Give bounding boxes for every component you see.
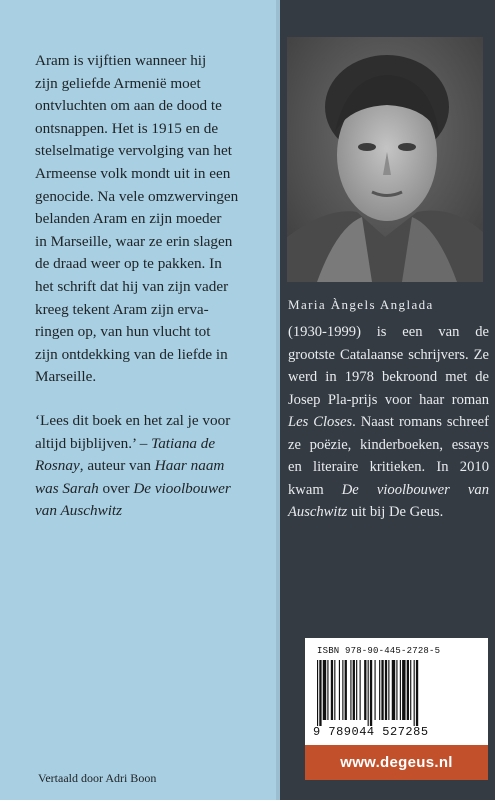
barcode-bar: [381, 660, 383, 720]
isbn-number: ISBN 978-90-445-2728-5: [317, 646, 441, 656]
barcode-bar: [345, 660, 347, 720]
barcode-bar: [334, 660, 335, 720]
blurb-line: zijn geliefde Armenië moet: [35, 74, 201, 92]
quote-author: Rosnay: [35, 457, 80, 475]
barcode-bar: [350, 660, 351, 720]
barcode-bar: [396, 660, 397, 720]
author-photo: [287, 37, 483, 282]
barcode-bar: [353, 660, 355, 720]
blurb-line: ontvluchten om aan de dood te: [35, 97, 222, 115]
blurb-line: kreeg tekent Aram zijn erva-: [35, 300, 209, 318]
barcode-bar: [410, 660, 411, 720]
quote-book-title: De vioolbouwer: [133, 479, 231, 497]
blurb-line: ontsnappen. Het is 1915 en de: [35, 119, 219, 137]
review-quote: [35, 410, 275, 523]
barcode-bar: [414, 660, 415, 726]
translator-credit: Vertaald door Adri Boon: [38, 771, 157, 785]
blurb-line: Armeense volk mondt uit in een: [35, 164, 231, 182]
publisher-website[interactable]: www.degeus.nl: [305, 745, 488, 780]
bio-book-title: Les Closes: [288, 414, 353, 430]
blurb-line: ringen op, van hun vlucht tot: [35, 323, 211, 341]
quote-line: ‘Lees dit boek en het zal je voor: [35, 412, 231, 429]
barcode-bar: [317, 660, 318, 726]
barcode-bar: [407, 660, 409, 720]
quote-book-title: was Sarah: [35, 479, 99, 497]
author-name: Maria Àngels Anglada: [288, 297, 434, 312]
barcode-bar: [370, 660, 372, 726]
barcode-bar: [385, 660, 387, 720]
author-portrait-image: [287, 37, 483, 282]
barcode-bar: [368, 660, 369, 726]
blurb-line: de draad weer op te pakken. In: [35, 255, 222, 273]
bio-book-title: De vioolbouwer van Auschwitz: [288, 481, 489, 520]
quote-book-title: Haar naam: [154, 457, 225, 475]
quote-line: [35, 500, 275, 523]
barcode-bar: [416, 660, 418, 726]
blurb-line: Aram is vijftien wanneer hij: [35, 52, 207, 69]
blurb-line: zijn ontdekking van de liefde in: [35, 345, 228, 363]
blurb-line: stelselmatige vervolging van het: [35, 142, 232, 160]
barcode-bar: [375, 660, 376, 720]
blurb-text: [35, 50, 275, 389]
quote-author: Tatiana de: [151, 434, 216, 452]
blurb-line: Marseille.: [35, 368, 97, 386]
quote-line: was Sarah over De vioolbouwer: [35, 479, 231, 497]
barcode-bar: [323, 660, 326, 720]
barcode-bar: [342, 660, 343, 720]
blurb-line: belanden Aram en zijn moeder: [35, 210, 222, 228]
barcode-bar: [360, 660, 361, 720]
barcode-bar: [400, 660, 401, 720]
barcode-bar: [319, 660, 321, 726]
barcode-bar: [364, 660, 366, 720]
barcode-bar: [356, 660, 357, 720]
barcode-bar: [388, 660, 389, 720]
barcode-bar: [327, 660, 328, 720]
barcode-bar: [331, 660, 333, 720]
blurb-line: genocide. Na vele omzwervingen: [35, 187, 239, 205]
blurb-line: het schrift dat hij van zijn vader: [35, 277, 229, 295]
barcode-bar: [392, 660, 395, 720]
barcode-bar: [402, 660, 405, 720]
quote-book-title: van Auschwitz: [35, 502, 123, 520]
barcode-icon: [315, 660, 475, 726]
quote-line: altijd bijblijven.’ – Tatiana de: [35, 434, 216, 452]
barcode-bar: [339, 660, 340, 720]
blurb-line: in Marseille, waar ze erin slagen: [35, 232, 233, 250]
barcode-bar: [379, 660, 380, 720]
ean-number: 9 789044 527285: [313, 725, 429, 739]
barcode-panel: [305, 638, 488, 780]
quote-line: Rosnay, auteur van Haar naam: [35, 457, 225, 475]
author-bio: (1930-1999) is een van de grootste Catalaanse schrijvers. Ze werd in 1978 bekroond met de Josep Pla-prijs voor haar roman Les Closes. Naast romans schreef ze poëzie, kinderboeken, essays en literaire kritieken. In 2010 kwam De vioolbouwer van Auschwitz uit bij De Geus.: [288, 324, 489, 520]
